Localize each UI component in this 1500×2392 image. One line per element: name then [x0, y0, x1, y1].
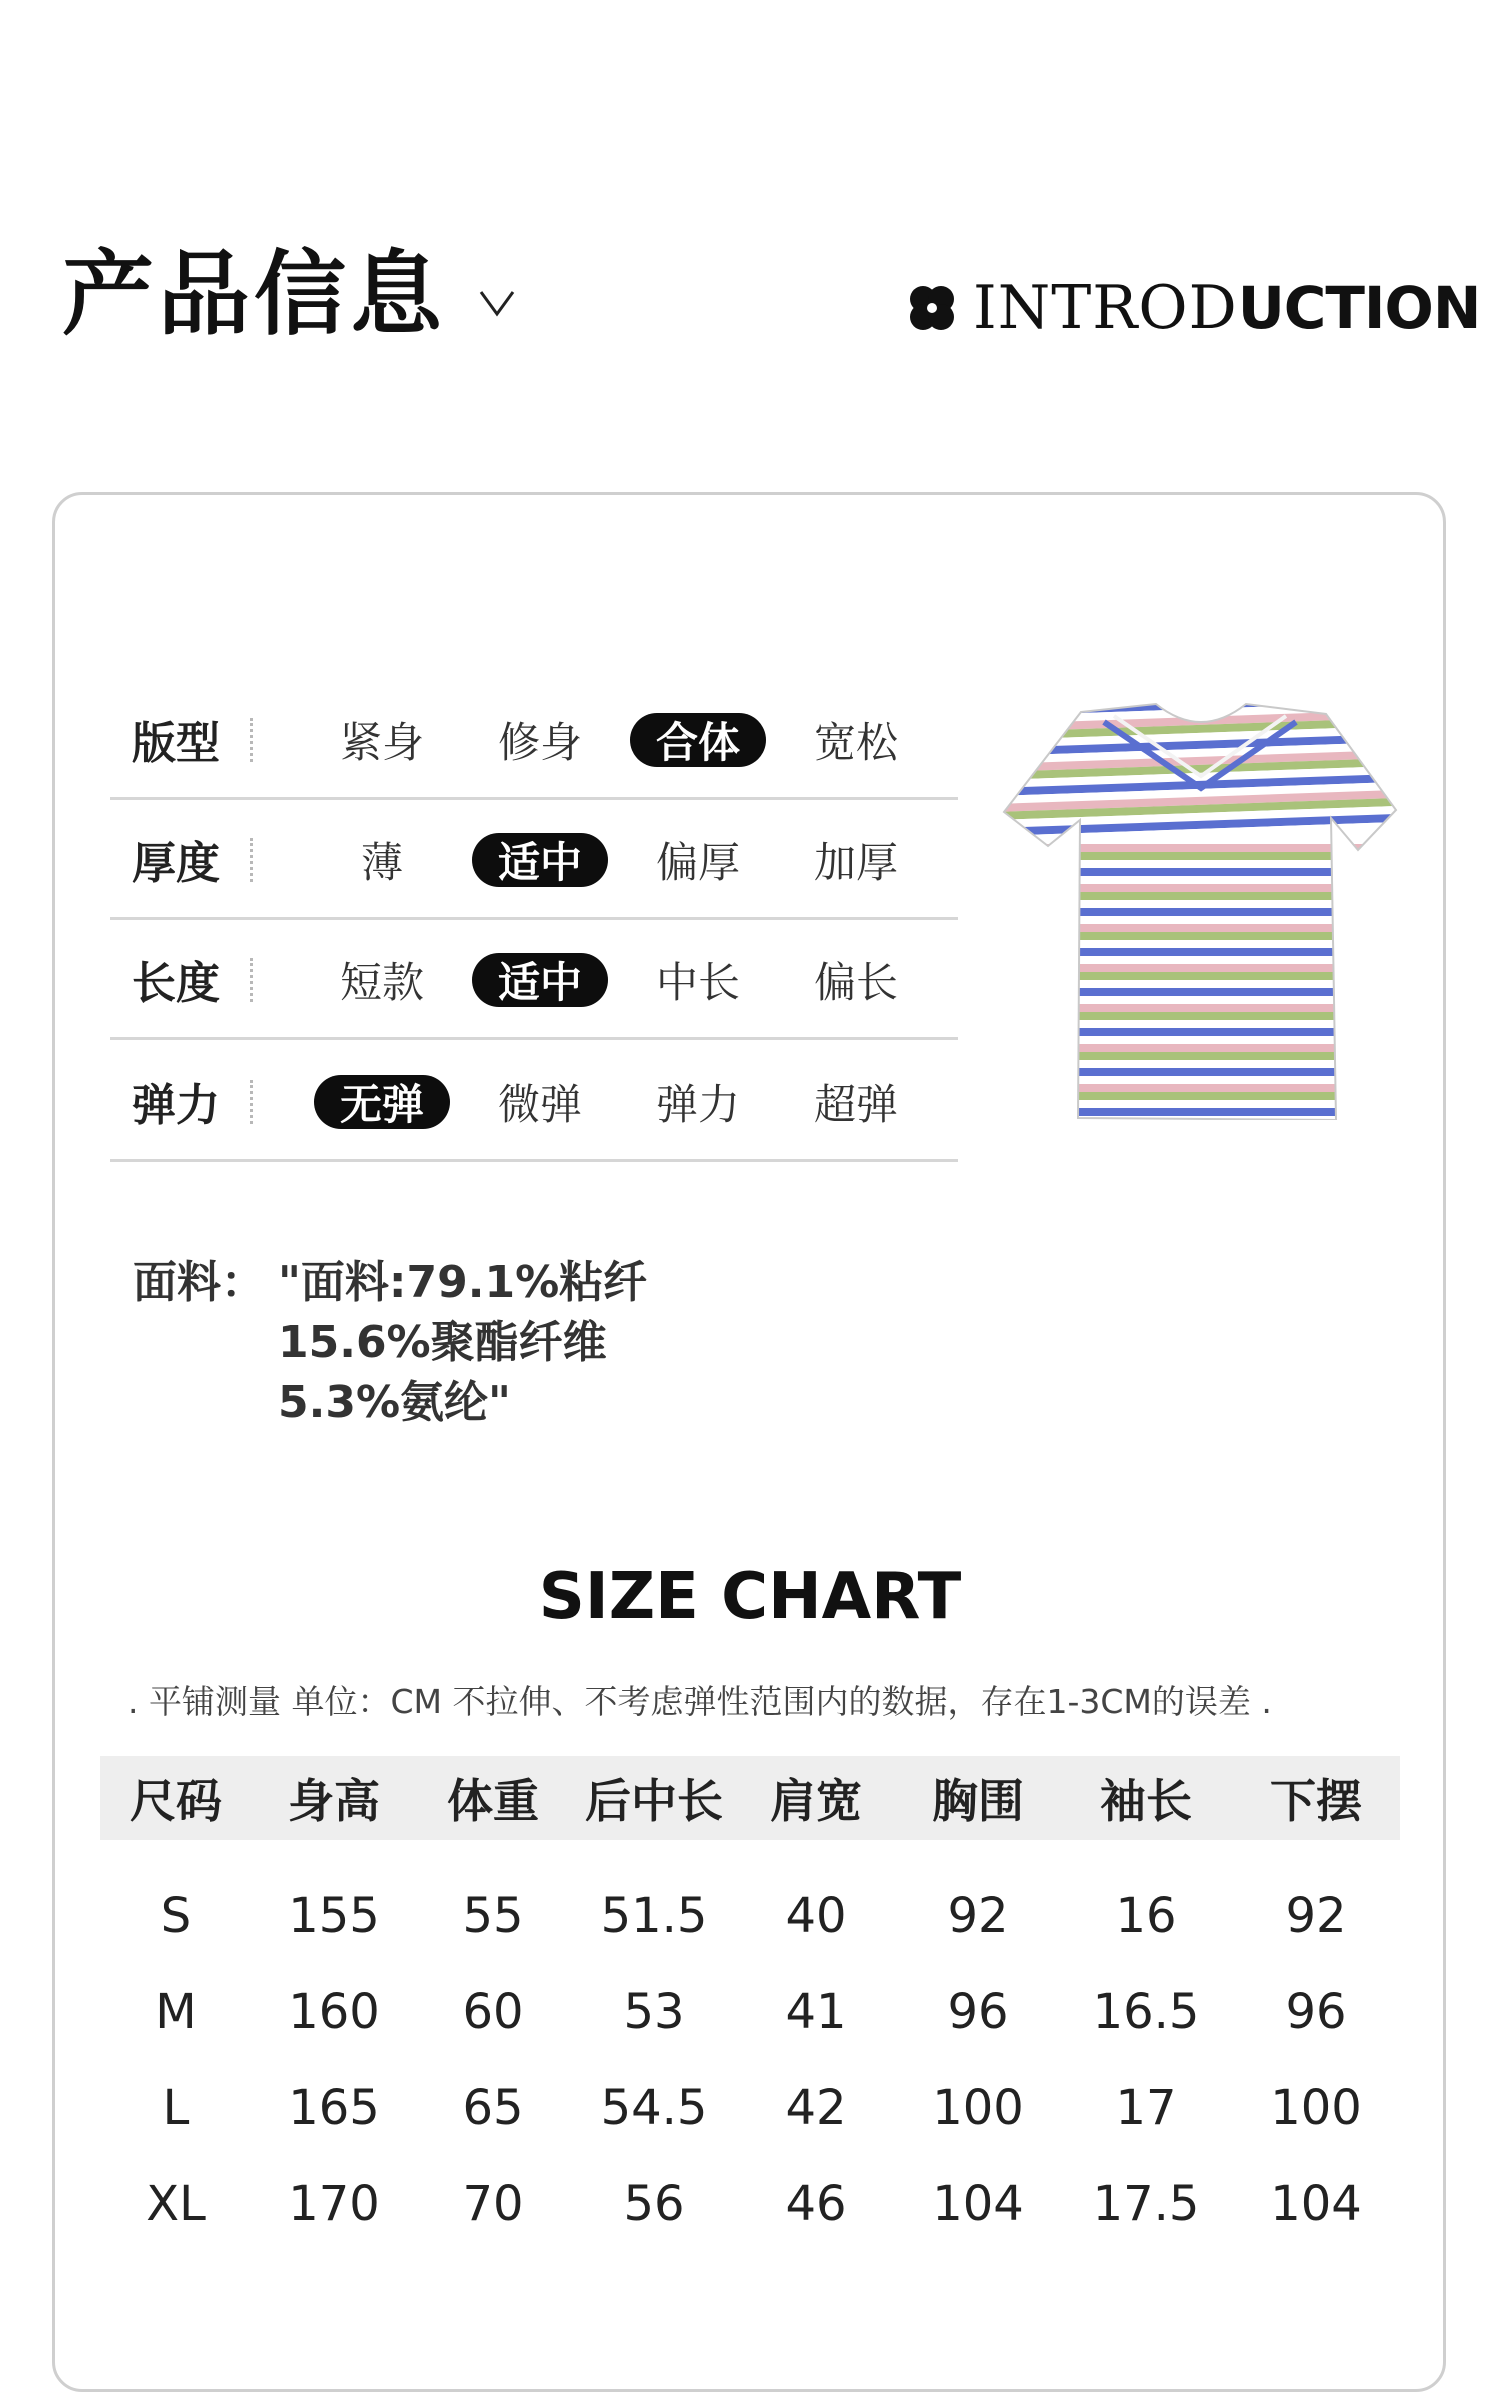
attribute-option-selected: 合体: [630, 713, 766, 767]
attribute-option: 修身: [497, 718, 582, 767]
size-chart-header-cell: 胸围: [932, 1774, 1024, 1828]
table-cell: 17.5: [1092, 2176, 1200, 2232]
table-cell: 17: [1115, 2080, 1177, 2136]
attribute-label: 弹力: [132, 1079, 220, 1131]
size-chart-title: SIZE CHART: [538, 1560, 962, 1634]
product-image-tshirt: [996, 700, 1406, 1120]
size-chart-header-cell: 下摆: [1270, 1774, 1362, 1828]
attribute-option: 偏长: [813, 958, 898, 1007]
intro-light-text: INTROD: [973, 273, 1238, 343]
table-cell: 155: [288, 1888, 380, 1944]
attribute-option: 中长: [655, 958, 740, 1007]
table-cell: 54.5: [600, 2080, 708, 2136]
attribute-option: 超弹: [813, 1080, 898, 1129]
attribute-separator: [250, 1080, 253, 1124]
table-cell: 160: [288, 1984, 380, 2040]
table-cell: 51.5: [600, 1888, 708, 1944]
table-cell: 16: [1115, 1888, 1177, 1944]
attribute-row: [110, 920, 958, 1040]
chevron-down-icon: [478, 288, 516, 318]
attribute-option: 偏厚: [655, 838, 740, 887]
attribute-option: 微弹: [497, 1080, 582, 1129]
attribute-option: 短款: [339, 958, 424, 1007]
fabric-line: 5.3%氨纶": [278, 1377, 511, 1428]
attribute-option: 紧身: [339, 718, 424, 767]
size-chart-header-cell: 体重: [447, 1774, 539, 1828]
table-cell: 92: [947, 1888, 1009, 1944]
table-row: [0, 1868, 1500, 1964]
table-cell: 165: [288, 2080, 380, 2136]
table-row: [0, 1964, 1500, 2060]
table-cell: 60: [462, 1984, 524, 2040]
introduction-heading: [905, 273, 1481, 343]
table-cell: L: [162, 2080, 190, 2136]
size-chart-note: . 平铺测量 单位：CM 不拉伸、不考虑弹性范围内的数据，存在1-3CM的误差 .: [128, 1682, 1272, 1721]
attribute-option-selected: 适中: [472, 833, 608, 887]
size-chart-header-cell: 身高: [288, 1774, 380, 1828]
table-cell: 65: [462, 2080, 524, 2136]
table-cell: 96: [947, 1984, 1009, 2040]
table-cell: XL: [146, 2176, 206, 2232]
table-cell: 170: [288, 2176, 380, 2232]
table-cell: M: [155, 1984, 197, 2040]
attribute-label: 版型: [132, 717, 220, 769]
attribute-option-selected: 适中: [472, 953, 608, 1007]
attribute-option: 加厚: [813, 838, 898, 887]
table-cell: 40: [785, 1888, 847, 1944]
attribute-label: 长度: [132, 957, 220, 1009]
attribute-row: [110, 1042, 958, 1162]
size-chart-header: [100, 1756, 1400, 1840]
attribute-row: [110, 680, 958, 800]
table-cell: 100: [932, 2080, 1024, 2136]
size-chart-header-cell: 袖长: [1100, 1774, 1192, 1828]
page-title: 产品信息: [62, 240, 447, 348]
table-row: [0, 2060, 1500, 2156]
table-cell: 104: [1270, 2176, 1362, 2232]
table-cell: 53: [623, 1984, 685, 2040]
table-cell: 55: [462, 1888, 524, 1944]
attribute-separator: [250, 718, 253, 762]
size-chart-header-cell: 肩宽: [770, 1774, 862, 1828]
table-cell: 100: [1270, 2080, 1362, 2136]
table-row: [0, 2156, 1500, 2252]
fabric-line: "面料:79.1%粘纤: [278, 1257, 648, 1308]
fabric-label: 面料：: [133, 1257, 265, 1308]
flower-icon: [905, 281, 959, 335]
attribute-label: 厚度: [132, 837, 220, 889]
table-cell: 46: [785, 2176, 847, 2232]
attribute-option: 宽松: [813, 718, 898, 767]
attribute-separator: [250, 838, 253, 882]
table-cell: 104: [932, 2176, 1024, 2232]
size-chart-header-cell: 尺码: [130, 1774, 222, 1828]
table-cell: 56: [623, 2176, 685, 2232]
attribute-row: [110, 800, 958, 920]
table-cell: 70: [462, 2176, 524, 2232]
table-cell: 16.5: [1092, 1984, 1200, 2040]
attribute-separator: [250, 958, 253, 1002]
table-cell: 92: [1285, 1888, 1347, 1944]
table-cell: S: [160, 1888, 192, 1944]
intro-bold-text: UCTION: [1237, 274, 1481, 342]
attribute-option-selected: 无弹: [314, 1075, 450, 1129]
table-cell: 96: [1285, 1984, 1347, 2040]
table-cell: 41: [785, 1984, 847, 2040]
attribute-option: 弹力: [655, 1080, 740, 1129]
attribute-option: 薄: [360, 838, 403, 887]
table-cell: 42: [785, 2080, 847, 2136]
size-chart-header-cell: 后中长: [585, 1774, 723, 1828]
fabric-line: 15.6%聚酯纤维: [278, 1317, 607, 1368]
